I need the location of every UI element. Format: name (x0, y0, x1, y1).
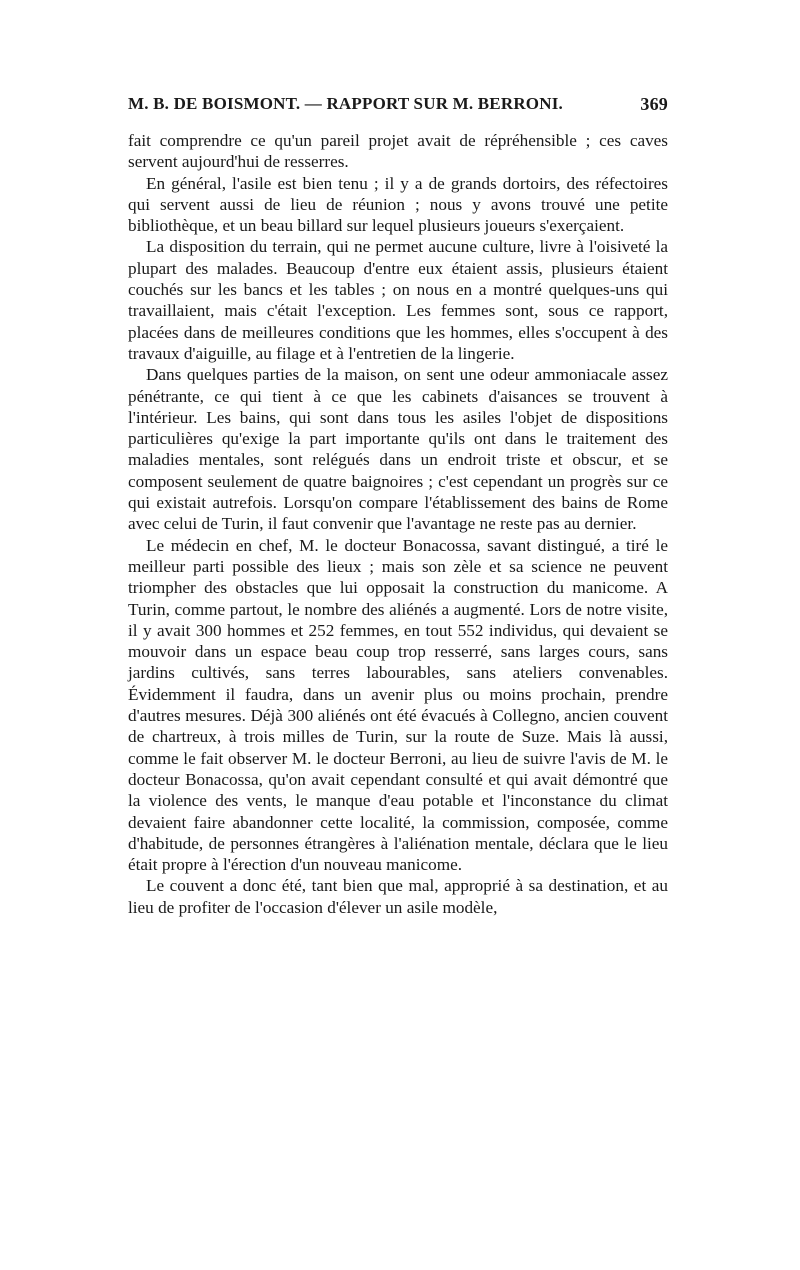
paragraph-asile-general: En général, l'asile est bien tenu ; il y a de grands dortoirs, des réfectoires qui servent aussi de lieu de réunion ; nous y avons trouvé une petite bibliothèque, et un beau billard sur lequel plusieurs joueurs s'exerçaient. (128, 173, 668, 236)
page-number: 369 (640, 94, 668, 114)
body-text (128, 130, 668, 918)
paragraph-medecin-chef: Le médecin en chef, M. le docteur Bonacossa, savant distingué, a tiré le meilleur parti possible des lieux ; mais son zèle et sa science ne peuvent triompher des obstacles que lui opposait la construction du manicome. A Turin, comme partout, le nombre des aliénés a augmenté. Lors de notre visite, il y avait 300 hommes et 252 femmes, en tout 552 individus, qui devaient se mouvoir dans un espace beau coup trop resserré, sans larges cours, sans jardins cultivés, sans terres labourables, sans ateliers convenables. Évidemment il faudra, dans un avenir plus ou moins prochain, prendre d'autres mesures. Déjà 300 aliénés ont été évacués à Collegno, ancien couvent de chartreux, à trois milles de Turin, sur la route de Suze. Mais là aussi, comme le fait observer M. le docteur Berroni, au lieu de suivre l'avis de M. le docteur Bonacossa, qu'on avait cependant consulté et qui avait démontré que la violence des vents, le manque d'eau potable et l'inconstance du climat devaient faire abandonner cette localité, la commission, composée, comme d'habitude, de personnes étrangères à l'aliénation mentale, déclara que le lieu était propre à l'érection d'un nouveau manicome. (128, 535, 668, 875)
running-title: M. B. DE BOISMONT. — RAPPORT SUR M. BERRONI. (128, 94, 563, 113)
paragraph-odeur-bains: Dans quelques parties de la maison, on sent une odeur ammoniacale assez pénétrante, ce qui tient à ce que les cabinets d'aisances se trouvent à l'intérieur. Les bains, qui sont dans tous les asiles l'objet de dispositions particulières qu'exige la part importante qu'ils ont dans le traitement des maladies mentales, sont relégués dans un endroit triste et obscur, et se composent seulement de quatre baignoires ; c'est cependant un progrès sur ce qui existait autrefois. Lorsqu'on compare l'établissement des bains de Rome avec celui de Turin, il faut convenir que l'avantage ne reste pas au dernier. (128, 365, 668, 534)
page-header (128, 94, 668, 122)
paragraph-couvent: Le couvent a donc été, tant bien que mal, approprié à sa destination, et au lieu de profiter de l'occasion d'élever un asile modèle, (128, 876, 668, 917)
paragraph-continued: fait comprendre ce qu'un pareil projet avait de répréhensible ; ces caves servent aujourd'hui de resserres. (128, 131, 668, 172)
paragraph-disposition-terrain: La disposition du terrain, qui ne permet aucune culture, livre à l'oisiveté la plupart des malades. Beaucoup d'entre eux étaient assis, plusieurs étaient couchés sur les bancs et les tables ; on nous en a montré quelques-uns qui travaillaient, mais c'était l'exception. Les femmes sont, sous ce rapport, placées dans de meilleures conditions que les hommes, elles s'occupent à des travaux d'aiguille, au filage et à l'entretien de la lingerie. (128, 237, 668, 363)
